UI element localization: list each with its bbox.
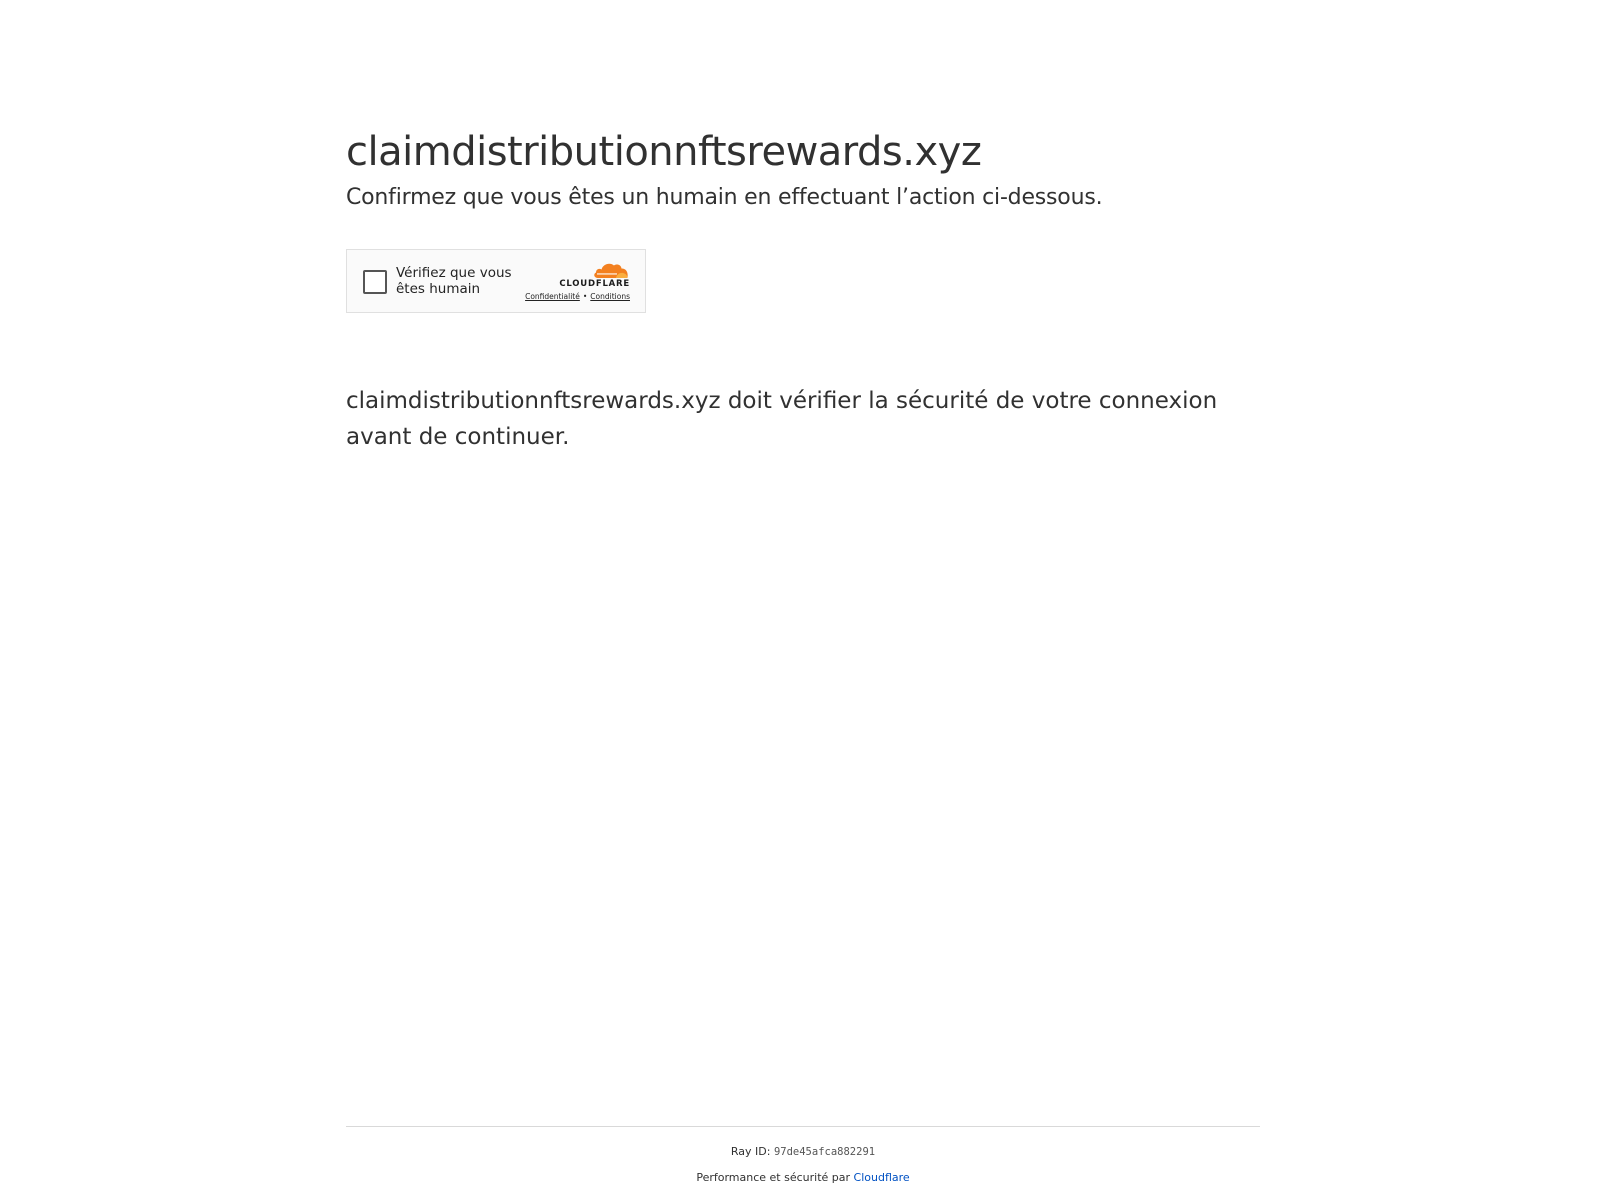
terms-link[interactable]: Conditions xyxy=(590,291,630,301)
page-title: claimdistributionnftsrewards.xyz xyxy=(346,129,982,175)
page-subtitle: Confirmez que vous êtes un humain en effectuant l’action ci-dessous. xyxy=(346,185,1103,210)
verify-checkbox[interactable] xyxy=(363,270,387,294)
widget-links xyxy=(525,292,630,301)
performance-text: Performance et sécurité par xyxy=(696,1171,851,1184)
turnstile-widget xyxy=(346,249,646,313)
ray-id-label: Ray ID: xyxy=(730,1145,771,1158)
footer xyxy=(346,1126,1260,1185)
security-check-message: claimdistributionnftsrewards.xyz doit vérifier la sécurité de votre connexion avant de continuer. xyxy=(346,387,1218,450)
cloudflare-branding xyxy=(510,260,630,304)
cloudflare-wordmark: CLOUDFLARE xyxy=(559,278,630,289)
ray-id-line xyxy=(346,1145,1260,1159)
ray-id-value: 97de45afca882291 xyxy=(773,1146,876,1158)
performance-line xyxy=(346,1171,1260,1185)
cloudflare-link[interactable]: Cloudflare xyxy=(853,1171,910,1184)
link-separator: • xyxy=(582,291,588,301)
privacy-link[interactable]: Confidentialité xyxy=(525,291,580,301)
verify-label[interactable]: Vérifiez que vous êtes humain xyxy=(396,264,512,297)
challenge-main xyxy=(346,128,1264,455)
cloudflare-cloud-icon xyxy=(592,261,630,279)
